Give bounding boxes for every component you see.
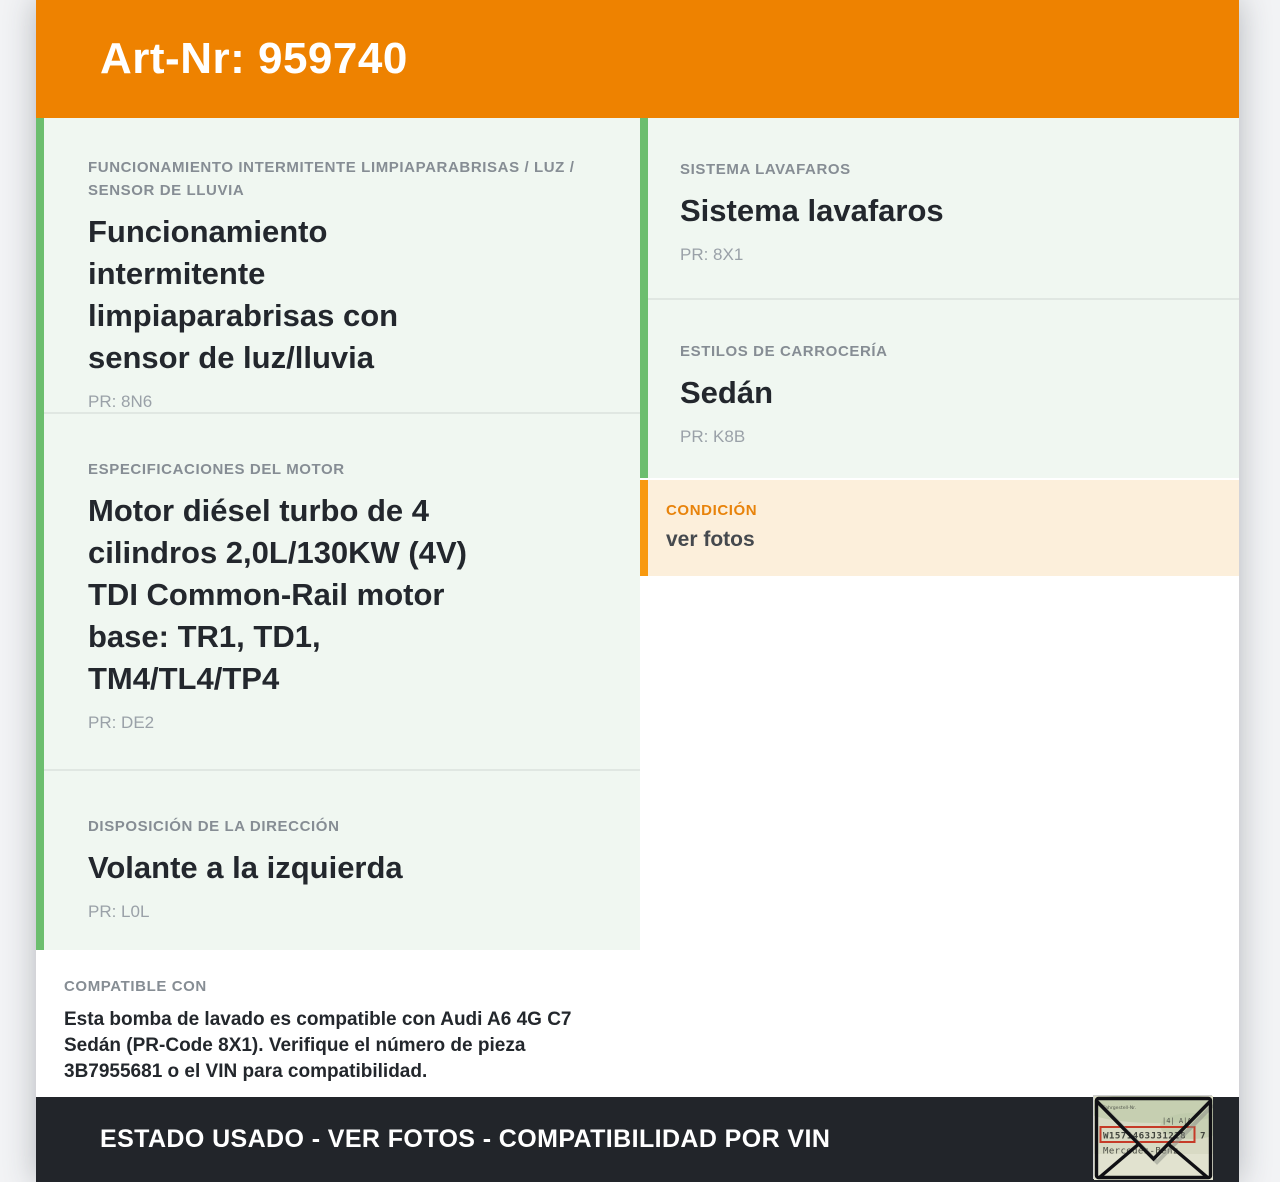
empty-area [640,576,1239,1097]
spec-card-group-left [36,118,640,950]
right-column [640,118,1239,1097]
section-label: ESPECIFICACIONES DEL MOTOR [88,461,345,478]
footer [36,1097,1239,1182]
vin-suffix-text: 7 [1200,1130,1206,1142]
section-title: Funcionamiento intermitente limpiaparabrisas con sensor de luz/lluvia [88,214,399,375]
section-title: Sedán [680,375,774,410]
section-label: COMPATIBLE CON [64,978,207,995]
compatibility-card [36,950,640,1097]
spec-section-wiper [44,118,640,412]
compatibility-text: Esta bomba de lavado es compatible con Audi A6 4G C7 Sedán (PR-Code 8X1). Verifique el número de pieza 3B7955681 o el VIN para compatibilidad. [64,1009,572,1082]
section-label: ESTILOS DE CARROCERÍA [680,343,888,360]
spec-section-engine [44,414,640,769]
product-sheet [36,0,1239,1182]
section-label: SISTEMA LAVAFAROS [680,161,851,178]
condition-label: CONDICIÓN [666,502,758,519]
pr-code: PR: 8X1 [680,245,744,264]
spec-section-steering [44,771,640,950]
doc-partial-text: |4| A|A [1162,1117,1192,1125]
registration-document-with-envelope-overlay-icon [1094,1096,1213,1180]
spec-card-group-right [640,118,1239,478]
section-title: Motor diésel turbo de 4 cilindros 2,0L/130KW (4V) TDI Common-Rail motor base: TR1, TD1, TM4/TL4/TP4 [88,493,467,696]
make-text: Mercedes-Benz [1103,1146,1179,1157]
condition-card [640,480,1239,576]
spec-section-body-style [648,300,1239,478]
vin-text: W1571463J31228 [1103,1130,1187,1142]
section-label: DISPOSICIÓN DE LA DIRECCIÓN [88,818,340,835]
pr-code: PR: L0L [88,902,150,921]
section-label: FUNCIONAMIENTO INTERMITENTE LIMPIAPARABRISAS / LUZ / SENSOR DE LLUVIA [88,159,575,199]
pr-code: PR: 8N6 [88,392,153,411]
pr-code: PR: DE2 [88,713,155,732]
condition-value: ver fotos [666,528,755,551]
pr-code: PR: K8B [680,427,746,446]
doc-label-text: Fahrgestell-Nr. [1103,1106,1137,1111]
spec-section-headlight-washer [648,118,1239,298]
section-title: Sistema lavafaros [680,193,944,228]
page-title: Art-Nr: 959740 [100,34,408,83]
vin-registration-photo [1093,1095,1212,1179]
footer-status-text: ESTADO USADO - VER FOTOS - COMPATIBILIDAD POR VIN [100,1125,831,1153]
left-column [36,118,640,1097]
section-title: Volante a la izquierda [88,850,403,885]
content-area [36,118,1239,1097]
header [36,0,1239,118]
